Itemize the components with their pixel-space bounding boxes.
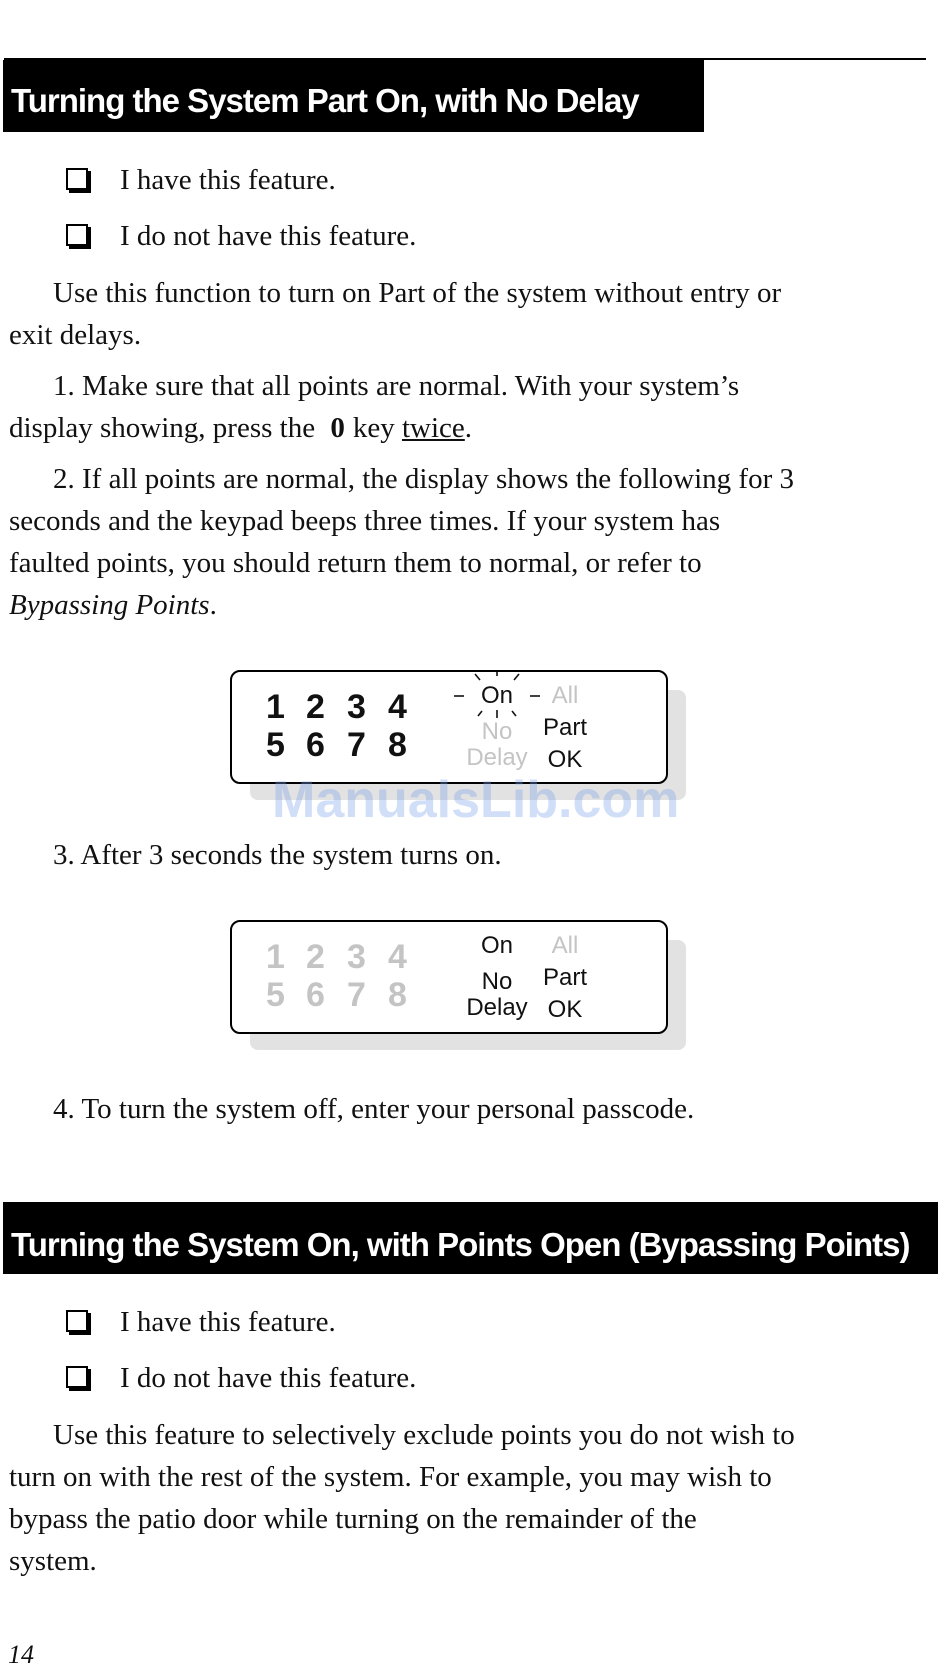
checkbox-icon[interactable] (66, 1366, 88, 1388)
checkbox-have-feature[interactable] (66, 162, 336, 198)
step-4-paragraph: 4. To turn the system off, enter your personal passcode. (53, 1093, 695, 1125)
zero-key: 0 (330, 412, 345, 444)
checkbox-label: I do not have this feature. (120, 1362, 417, 1394)
point-5: 5 (266, 726, 285, 764)
point-1: 1 (266, 688, 285, 726)
step-3-paragraph: 3. After 3 seconds the system turns on. (53, 839, 502, 871)
step-2-paragraph: 2. If all points are normal, the display shows the following for 3 seconds and the keypad beeps three times. If your system has faulted points, you should return them to normal, or refer to Bypassing Points. (9, 463, 794, 621)
point-8: 8 (388, 726, 407, 764)
point-7: 7 (347, 976, 366, 1014)
no-indicator: No (481, 718, 513, 745)
point-3: 3 (347, 938, 366, 976)
section-heading-text: Turning the System On, with Points Open (Bypassing Points) (11, 1226, 910, 1263)
watermark: ManualsLib.com (272, 771, 680, 829)
point-4: 4 (388, 938, 407, 976)
display-panel (230, 920, 668, 1034)
section-heading-text: Turning the System Part On, with No Delay (11, 82, 639, 119)
intro-paragraph: Use this function to turn on Part of the system without entry or exit delays. (9, 277, 782, 351)
checkbox-icon[interactable] (66, 224, 88, 246)
point-2: 2 (306, 938, 325, 976)
point-6: 6 (306, 976, 325, 1014)
checkbox-label: I do not have this feature. (120, 220, 417, 252)
on-indicator: On (480, 932, 513, 959)
bypass-intro-paragraph: Use this feature to selectively exclude points you do not wish to turn on with the rest of the system. For example, you may wish to bypass the patio door while turning on the remainder of the system. (9, 1419, 795, 1577)
step-1-paragraph: 1. Make sure that all points are normal. With your system’s display showing, press the 0 key twice. (9, 370, 740, 444)
checkbox-not-have-feature-2[interactable] (66, 1360, 416, 1396)
checkbox-have-feature-2[interactable] (66, 1304, 336, 1340)
point-8: 8 (388, 976, 407, 1014)
point-1: 1 (266, 938, 285, 976)
keypad-display-armed-no-delay (230, 920, 690, 1060)
checkbox-icon[interactable] (66, 168, 88, 190)
part-indicator: Part (542, 714, 587, 741)
point-6: 6 (306, 726, 325, 764)
part-indicator: Part (542, 964, 587, 991)
delay-indicator: Delay (466, 744, 528, 771)
point-4: 4 (388, 688, 407, 726)
all-indicator: All (551, 932, 579, 959)
point-2: 2 (306, 688, 325, 726)
no-indicator: No (481, 968, 513, 995)
checkbox-label: I have this feature. (120, 1306, 336, 1338)
ok-indicator: OK (547, 746, 583, 773)
page-number: 14 (8, 1640, 34, 1669)
on-indicator: On (480, 682, 513, 709)
display-panel (230, 670, 668, 784)
all-indicator: All (551, 682, 579, 709)
point-3: 3 (347, 688, 366, 726)
ok-indicator: OK (547, 996, 583, 1023)
section-heading-part-on-no-delay (3, 60, 704, 132)
checkbox-icon[interactable] (66, 1310, 88, 1332)
point-5: 5 (266, 976, 285, 1014)
checkbox-label: I have this feature. (120, 164, 336, 196)
delay-indicator: Delay (466, 994, 528, 1021)
section-heading-bypassing-points (3, 1202, 938, 1274)
checkbox-not-have-feature[interactable] (66, 218, 416, 254)
point-7: 7 (347, 726, 366, 764)
